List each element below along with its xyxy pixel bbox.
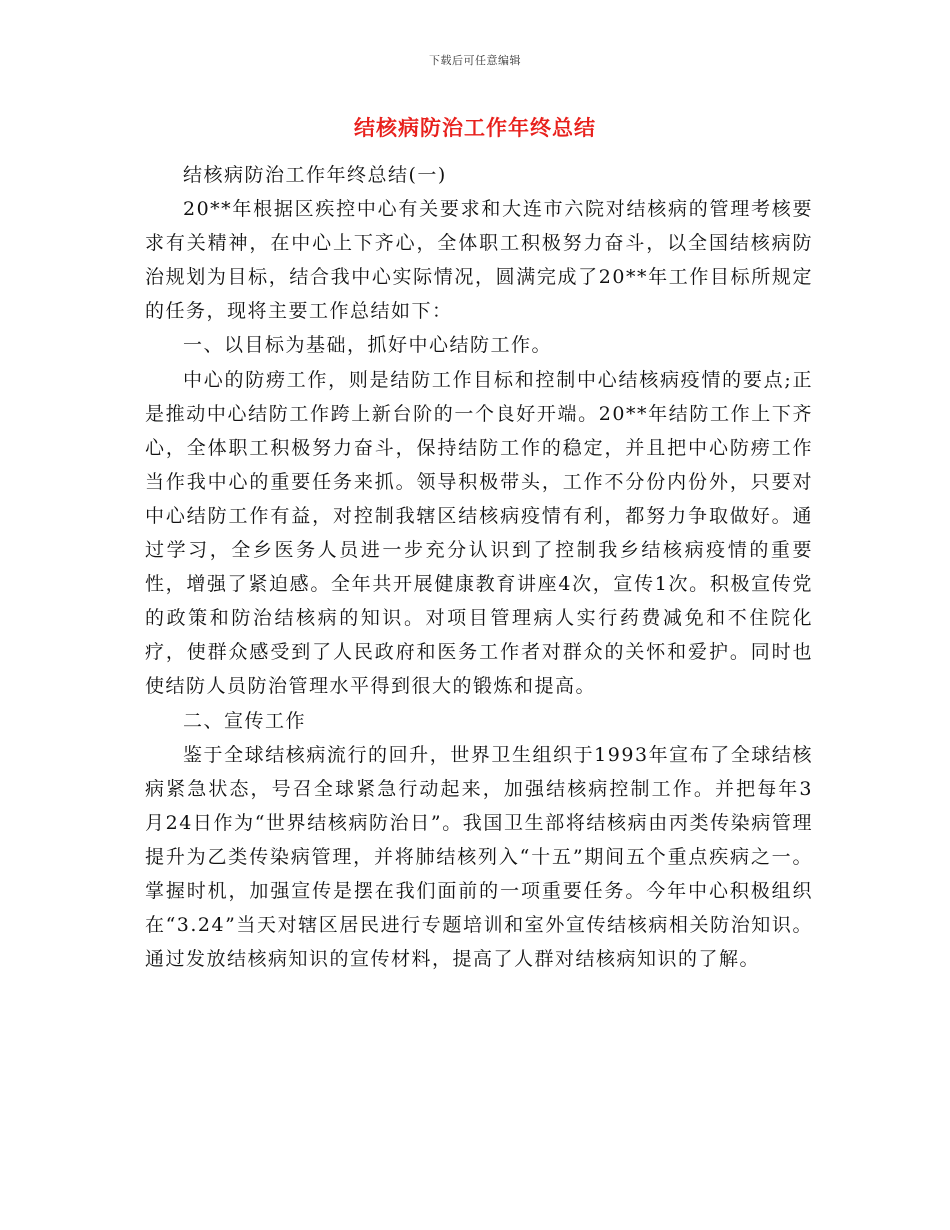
paragraph-subtitle: 结核病防治工作年终总结(一) — [183, 164, 447, 186]
section-heading-1: 一、以目标为基础，抓好中心结防工作。 — [183, 334, 553, 357]
paragraph-section-2: 鉴于全球结核病流行的回升，世界卫生组织于1993年宣布了全球结核病紧急状态，号召全球紧急行动起来，加强结核病控制工作。并把每年3月24日作为“世界结核病防治日”。我国卫生部将结核病由丙类传染病管理提升为乙类传染病管理，并将肺结核列入“十五”期间五个重点疾病之一。掌握时机，加强宣传是摆在我们面前的一项重要任务。今年中心积极组织在“3.24”当天对辖区居民进行专题培训和室外宣传结核病相关防治知识。通过发放结核病知识的宣传材料，提高了人群对结核病知识的了解。 — [145, 743, 813, 971]
document-title: 结核病防治工作年终总结 — [354, 116, 596, 140]
page-header: 下载后可任意编辑 — [429, 54, 521, 67]
section-heading-2: 二、宣传工作 — [183, 709, 307, 732]
document-body — [145, 158, 813, 976]
paragraph-intro: 20**年根据区疾控中心有关要求和大连市六院对结核病的管理考核要求有关精神，在中心上下齐心，全体职工积极努力奋斗，以全国结核病防治规划为目标，结合我中心实际情况，圆满完成了20**年工作目标所规定的任务，现将主要工作总结如下： — [145, 198, 813, 323]
paragraph-section-1: 中心的防痨工作，则是结防工作目标和控制中心结核病疫情的要点;正是推动中心结防工作跨上新台阶的一个良好开端。20**年结防工作上下齐心，全体职工积极努力奋斗，保持结防工作的稳定，并且把中心防痨工作当作我中心的重要任务来抓。领导积极带头，工作不分份内份外，只要对中心结防工作有益，对控制我辖区结核病疫情有利，都努力争取做好。通过学习，全乡医务人员进一步充分认识到了控制我乡结核病疫情的重要性，增强了紧迫感。全年共开展健康教育讲座4次，宣传1次。积极宣传党的政策和防治结核病的知识。对项目管理病人实行药费减免和不住院化疗，使群众感受到了人民政府和医务工作者对群众的关怀和爱护。同时也使结防人员防治管理水平得到很大的锻炼和提高。 — [145, 368, 813, 698]
